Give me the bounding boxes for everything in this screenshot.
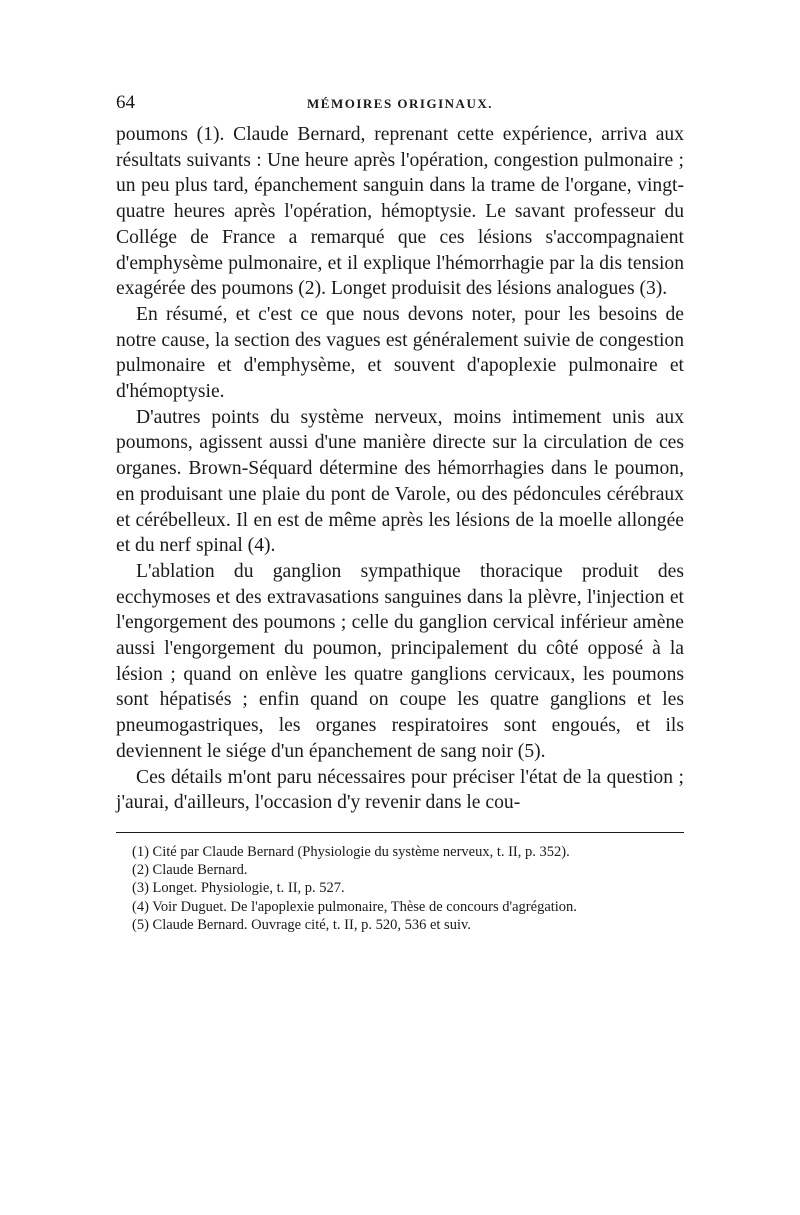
paragraph: L'ablation du ganglion sympathique thoracique produit des ecchymoses et des extravasations sanguines dans la plèvre, l'injection et l'engorgement des poumons ; celle du ganglion cervical inférieur amène aussi l'engorgement du poumon, principalement du côté opposé à la lésion ; quand on enlève les quatre ganglions cervicaux, les poumons sont hépatisés ; enfin quand on coupe les quatre ganglions et les pneumogastriques, les organes respiratoires sont engoués, et ils deviennent le siége d'un épanchement de sang noir (5). [116, 560, 684, 762]
paragraph: poumons (1). Claude Bernard, reprenant cette expérience, arriva aux résultats suivants : Une heure après l'opération, congestion pulmonaire ; un peu plus tard, épanchement sanguin dans la trame de l'organe, vingt-quatre heures après l'opération, hémoptysie. Le savant professeur du Collége de France a remarqué que ces lésions s'accompagnaient d'emphysème pulmonaire, et il explique l'hémorrhagie par la dis tension exagérée des poumons (2). Longet produisit des lésions analogues (3). [116, 124, 684, 300]
footnote: (3) Longet. Physiologie, t. II, p. 527. [132, 880, 345, 897]
footnote: (1) Cité par Claude Bernard (Physiologie du système nerveux, t. II, p. 352). [132, 843, 570, 860]
paragraph: Ces détails m'ont paru nécessaires pour préciser l'état de la question ; j'aurai, d'ailleurs, l'occasion d'y revenir dans le cou- [116, 766, 684, 814]
paragraph: D'autres points du système nerveux, moins intimement unis aux poumons, agissent aussi d'une manière directe sur la circulation de ces organes. Brown-Séquard détermine des hémorrhagies dans le poumon, en produisant une plaie du pont de Varole, ou des pédoncules cérébraux et cérébelleux. Il en est de même après les lésions de la moelle allongée et du nerf spinal (4). [116, 406, 684, 557]
book-page [116, 92, 684, 934]
running-title: MÉMOIRES ORIGINAUX. [307, 96, 493, 111]
page-number: 64 [116, 92, 135, 113]
page-header [116, 92, 684, 122]
paragraph: En résumé, et c'est ce que nous devons noter, pour les besoins de notre cause, la section des vagues est généralement suivie de congestion pulmonaire et d'emphysème, et souvent d'apoplexie pulmonaire et d'hémoptysie. [116, 303, 684, 403]
footnote: (2) Claude Bernard. [132, 862, 248, 879]
footnotes [116, 843, 684, 934]
body-text [116, 122, 684, 816]
footnote-divider [116, 832, 684, 833]
footnote: (5) Claude Bernard. Ouvrage cité, t. II, p. 520, 536 et suiv. [132, 916, 471, 933]
footnote: (4) Voir Duguet. De l'apoplexie pulmonaire, Thèse de concours d'agrégation. [132, 898, 577, 915]
